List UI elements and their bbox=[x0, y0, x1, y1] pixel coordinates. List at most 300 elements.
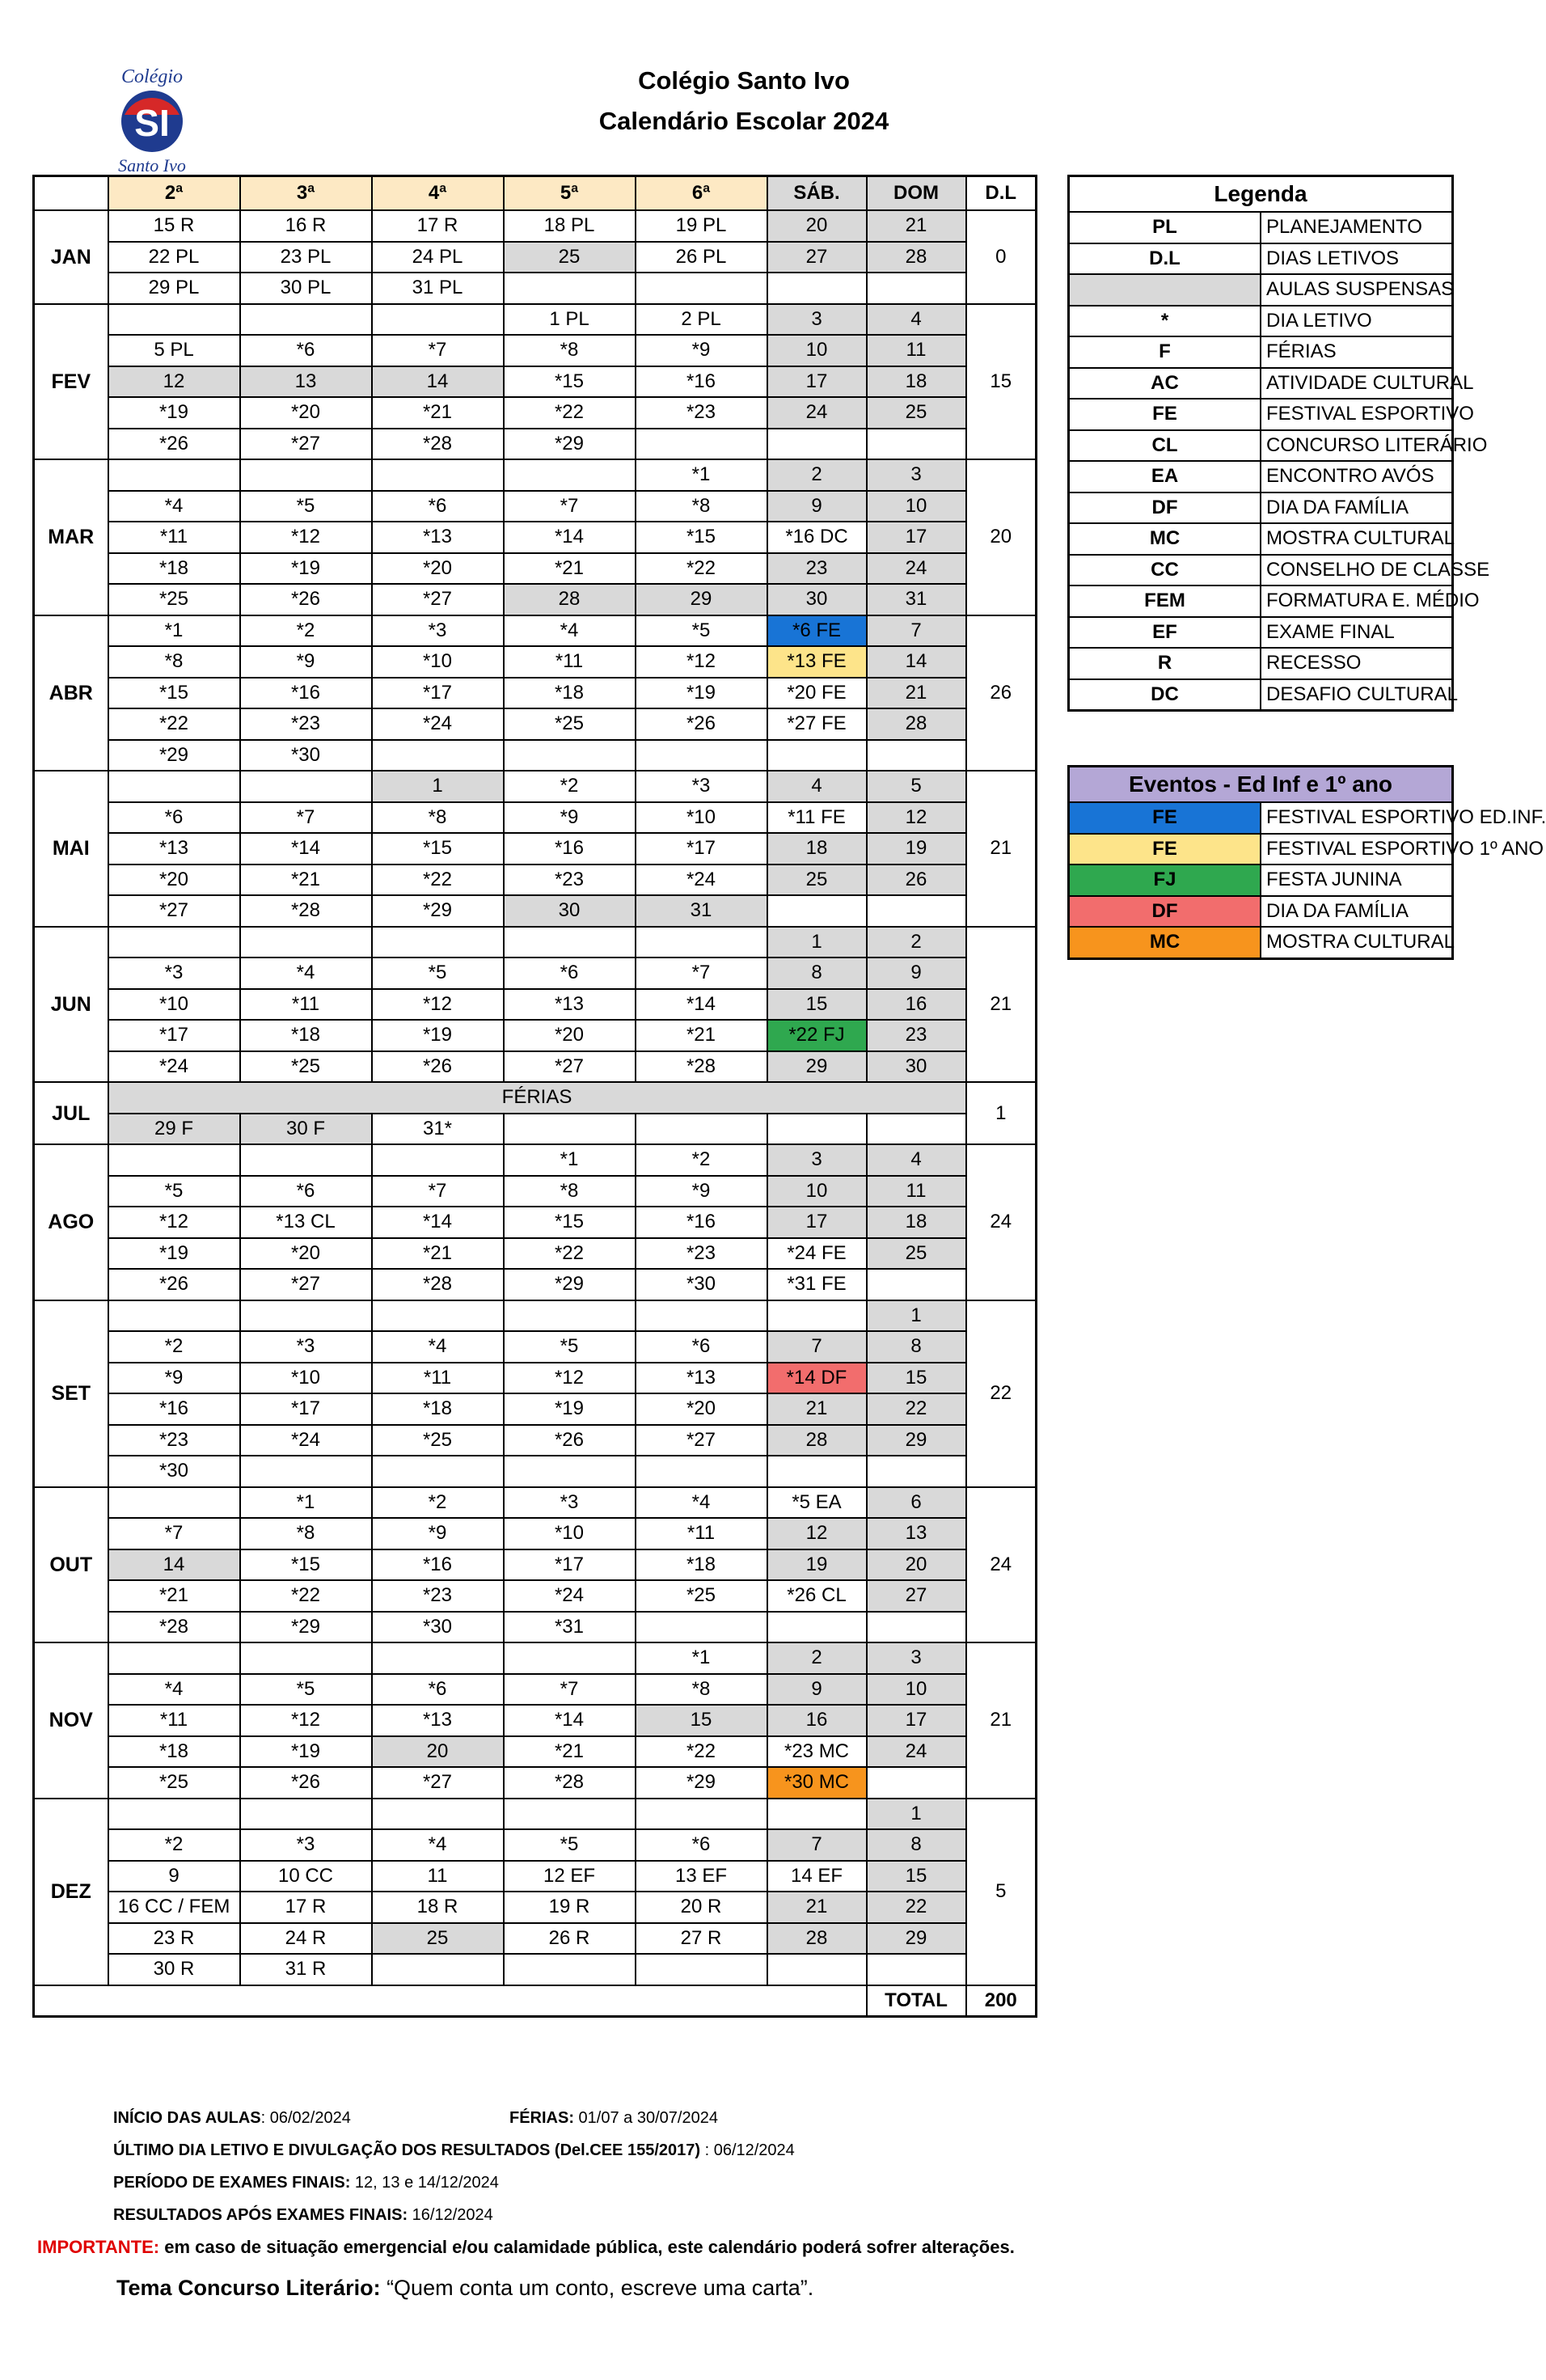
calendar-row bbox=[34, 1456, 1037, 1487]
day-cell: *20 bbox=[108, 864, 240, 896]
day-cell: *31 FE bbox=[767, 1269, 867, 1300]
day-cell: *7 bbox=[636, 957, 767, 989]
day-cell bbox=[636, 273, 767, 304]
day-cell: 26 R bbox=[504, 1923, 636, 1955]
school-days-count: 21 bbox=[966, 1642, 1037, 1799]
day-cell: *16 bbox=[636, 366, 767, 398]
day-cell: *6 bbox=[372, 1674, 504, 1706]
day-cell bbox=[372, 459, 504, 491]
legend-code: MC bbox=[1069, 523, 1261, 555]
day-cell: *20 bbox=[240, 1238, 372, 1270]
school-days-count: 26 bbox=[966, 615, 1037, 771]
day-cell: 23 bbox=[767, 553, 867, 585]
day-cell: *18 bbox=[636, 1549, 767, 1581]
day-cell: *9 bbox=[636, 1176, 767, 1207]
day-cell: *1 bbox=[240, 1487, 372, 1519]
day-cell bbox=[867, 1767, 966, 1799]
day-cell: *12 bbox=[240, 1705, 372, 1736]
calendar-row bbox=[34, 1300, 1037, 1332]
day-cell bbox=[108, 1642, 240, 1674]
day-cell: *17 bbox=[108, 1020, 240, 1051]
day-cell bbox=[108, 459, 240, 491]
day-cell: *1 bbox=[504, 1144, 636, 1176]
day-cell: 29 bbox=[867, 1923, 966, 1955]
day-cell: 13 bbox=[867, 1518, 966, 1549]
day-cell bbox=[767, 273, 867, 304]
day-cell: *26 bbox=[108, 1269, 240, 1300]
day-cell: 15 R bbox=[108, 210, 240, 242]
day-cell: 27 bbox=[767, 242, 867, 273]
logo-text-top: Colégio bbox=[121, 66, 183, 87]
day-cell bbox=[504, 1456, 636, 1487]
day-cell: *4 bbox=[240, 957, 372, 989]
day-cell bbox=[867, 1456, 966, 1487]
day-cell: 19 R bbox=[504, 1892, 636, 1923]
day-cell: *8 bbox=[108, 646, 240, 678]
calendar-row bbox=[34, 1238, 1037, 1270]
day-cell: *28 bbox=[240, 895, 372, 927]
month-label: ABR bbox=[34, 615, 108, 771]
events-code: FE bbox=[1069, 802, 1261, 834]
calendar-row bbox=[34, 615, 1037, 647]
day-cell bbox=[240, 304, 372, 336]
logo-mark: SI bbox=[134, 102, 170, 144]
legend-item bbox=[1069, 430, 1453, 462]
day-cell: *5 bbox=[372, 957, 504, 989]
day-cell: 1 bbox=[767, 927, 867, 958]
day-cell: *23 bbox=[372, 1580, 504, 1612]
note-importante: IMPORTANTE: em caso de situação emergencial e/ou calamidade pública, este calendário poderá sofrer alterações. bbox=[37, 2237, 1015, 2257]
day-cell: *23 bbox=[504, 864, 636, 896]
day-cell: 3 bbox=[867, 1642, 966, 1674]
calendar-row bbox=[34, 678, 1037, 709]
day-cell: *24 bbox=[504, 1580, 636, 1612]
day-cell: *15 bbox=[240, 1549, 372, 1581]
day-cell: *25 bbox=[504, 708, 636, 740]
day-cell: *13 bbox=[636, 1363, 767, 1394]
calendar-row bbox=[34, 1114, 1037, 1145]
day-cell: 11 bbox=[867, 1176, 966, 1207]
day-cell: 24 bbox=[867, 553, 966, 585]
calendar-row bbox=[34, 989, 1037, 1021]
day-cell: *19 bbox=[240, 553, 372, 585]
day-cell: 26 PL bbox=[636, 242, 767, 273]
calendar-row bbox=[34, 491, 1037, 522]
day-cell: *14 bbox=[636, 989, 767, 1021]
events-code: MC bbox=[1069, 927, 1261, 958]
day-cell: 6 bbox=[867, 1487, 966, 1519]
day-cell: *5 bbox=[504, 1829, 636, 1861]
day-cell: *8 bbox=[504, 335, 636, 366]
day-cell bbox=[108, 771, 240, 802]
day-cell: *11 bbox=[372, 1363, 504, 1394]
month-label: AGO bbox=[34, 1144, 108, 1300]
legend-description: AULAS SUSPENSAS bbox=[1261, 274, 1453, 306]
day-cell: *5 bbox=[240, 491, 372, 522]
events-description: FESTIVAL ESPORTIVO ED.INF. bbox=[1261, 802, 1453, 834]
day-cell: 14 bbox=[108, 1549, 240, 1581]
day-cell: 19 bbox=[867, 833, 966, 864]
legend-description: RECESSO bbox=[1261, 648, 1453, 679]
calendar-row bbox=[34, 1176, 1037, 1207]
day-cell bbox=[867, 1114, 966, 1145]
calendar-row bbox=[34, 1549, 1037, 1581]
day-cell: *29 bbox=[504, 1269, 636, 1300]
school-days-count: 24 bbox=[966, 1144, 1037, 1300]
day-cell: *18 bbox=[240, 1020, 372, 1051]
day-cell: *28 bbox=[372, 429, 504, 460]
day-cell: 20 bbox=[767, 210, 867, 242]
legend-description: PLANEJAMENTO bbox=[1261, 212, 1453, 243]
legend-code: PL bbox=[1069, 212, 1261, 243]
calendar-row bbox=[34, 1144, 1037, 1176]
day-cell: 27 R bbox=[636, 1923, 767, 1955]
page-title: Colégio Santo Ivo bbox=[638, 66, 850, 95]
day-cell: *28 bbox=[108, 1612, 240, 1643]
day-cell bbox=[372, 740, 504, 771]
events-item bbox=[1069, 896, 1453, 928]
day-cell: *14 bbox=[372, 1207, 504, 1238]
day-cell bbox=[372, 1642, 504, 1674]
day-cell: *24 FE bbox=[767, 1238, 867, 1270]
note-tema: Tema Concurso Literário: “Quem conta um conto, escreve uma carta”. bbox=[116, 2276, 814, 2300]
calendar-row bbox=[34, 1736, 1037, 1768]
col-header: DOM bbox=[867, 176, 966, 211]
day-cell: 23 PL bbox=[240, 242, 372, 273]
day-cell: *23 bbox=[636, 1238, 767, 1270]
day-cell: 10 bbox=[767, 1176, 867, 1207]
day-cell: *23 bbox=[108, 1425, 240, 1456]
day-cell bbox=[108, 1799, 240, 1830]
day-cell: *9 bbox=[504, 802, 636, 834]
day-cell: *9 bbox=[108, 1363, 240, 1394]
day-cell: *26 bbox=[108, 429, 240, 460]
day-cell: *24 bbox=[636, 864, 767, 896]
day-cell bbox=[767, 895, 867, 927]
day-cell: *22 bbox=[504, 397, 636, 429]
day-cell: 12 EF bbox=[504, 1861, 636, 1892]
calendar-row bbox=[34, 335, 1037, 366]
legend-item bbox=[1069, 274, 1453, 306]
day-cell bbox=[240, 1300, 372, 1332]
legend-description: ATIVIDADE CULTURAL bbox=[1261, 368, 1453, 399]
calendar-row bbox=[34, 1642, 1037, 1674]
calendar-table bbox=[32, 175, 1037, 2018]
day-cell: *21 bbox=[504, 553, 636, 585]
day-cell: *1 bbox=[636, 459, 767, 491]
day-cell: *28 bbox=[372, 1269, 504, 1300]
day-cell: *6 bbox=[108, 802, 240, 834]
day-cell: 30 bbox=[867, 1051, 966, 1083]
col-header: 6ª bbox=[636, 176, 767, 211]
legend-description: DIAS LETIVOS bbox=[1261, 243, 1453, 275]
day-cell: 21 bbox=[767, 1393, 867, 1425]
day-cell: 5 bbox=[867, 771, 966, 802]
calendar-row bbox=[34, 1393, 1037, 1425]
day-cell: 31* bbox=[372, 1114, 504, 1145]
day-cell: 31 bbox=[636, 895, 767, 927]
day-cell: *13 bbox=[372, 522, 504, 553]
day-cell bbox=[108, 1487, 240, 1519]
month-label: MAR bbox=[34, 459, 108, 615]
day-cell: 7 bbox=[767, 1829, 867, 1861]
legend-item bbox=[1069, 399, 1453, 430]
legend-code: AC bbox=[1069, 368, 1261, 399]
legend-code: F bbox=[1069, 336, 1261, 368]
day-cell bbox=[767, 429, 867, 460]
day-cell: *3 bbox=[372, 615, 504, 647]
day-cell: *27 bbox=[636, 1425, 767, 1456]
day-cell bbox=[867, 429, 966, 460]
calendar-row bbox=[34, 646, 1037, 678]
day-cell bbox=[767, 1799, 867, 1830]
day-cell: *2 bbox=[240, 615, 372, 647]
day-cell: *21 bbox=[636, 1020, 767, 1051]
legend-item bbox=[1069, 555, 1453, 586]
day-cell bbox=[867, 1612, 966, 1643]
month-label: OUT bbox=[34, 1487, 108, 1643]
day-cell: *6 bbox=[372, 491, 504, 522]
day-cell: 17 bbox=[867, 522, 966, 553]
day-cell: 21 bbox=[867, 678, 966, 709]
events-description: FESTA JUNINA bbox=[1261, 864, 1453, 896]
day-cell: *19 bbox=[504, 1393, 636, 1425]
day-cell bbox=[767, 1612, 867, 1643]
calendar-row bbox=[34, 771, 1037, 802]
day-cell: *10 bbox=[240, 1363, 372, 1394]
day-cell: *16 bbox=[636, 1207, 767, 1238]
day-cell: *30 bbox=[372, 1612, 504, 1643]
events-item bbox=[1069, 834, 1453, 865]
day-cell: *21 bbox=[372, 397, 504, 429]
day-cell bbox=[504, 1799, 636, 1830]
day-cell: 10 bbox=[767, 335, 867, 366]
calendar-row bbox=[34, 1861, 1037, 1892]
day-cell bbox=[867, 740, 966, 771]
legend-code: D.L bbox=[1069, 243, 1261, 275]
day-cell: 19 bbox=[767, 1549, 867, 1581]
total-spacer bbox=[34, 1985, 867, 2017]
day-cell: 25 bbox=[867, 1238, 966, 1270]
day-cell: *16 bbox=[504, 833, 636, 864]
events-table bbox=[1067, 765, 1546, 960]
day-cell: 30 PL bbox=[240, 273, 372, 304]
day-cell: *29 bbox=[240, 1612, 372, 1643]
day-cell: 16 CC / FEM bbox=[108, 1892, 240, 1923]
day-cell: *17 bbox=[372, 678, 504, 709]
day-cell bbox=[504, 459, 636, 491]
day-cell: 28 bbox=[767, 1923, 867, 1955]
calendar-row bbox=[34, 1425, 1037, 1456]
col-header: SÁB. bbox=[767, 176, 867, 211]
events-description: MOSTRA CULTURAL bbox=[1261, 927, 1453, 958]
day-cell: *26 bbox=[636, 708, 767, 740]
day-cell: *7 bbox=[504, 491, 636, 522]
events-code: FJ bbox=[1069, 864, 1261, 896]
day-cell bbox=[372, 1954, 504, 1985]
day-cell: 12 bbox=[867, 802, 966, 834]
day-cell: 26 bbox=[867, 864, 966, 896]
legend-item bbox=[1069, 492, 1453, 524]
legend-description: CONCURSO LITERÁRIO bbox=[1261, 430, 1453, 462]
day-cell: *7 bbox=[372, 1176, 504, 1207]
day-cell bbox=[636, 740, 767, 771]
legend-description: FESTIVAL ESPORTIVO bbox=[1261, 399, 1453, 430]
day-cell: 22 PL bbox=[108, 242, 240, 273]
day-cell: *11 bbox=[240, 989, 372, 1021]
events-title: Eventos - Ed Inf e 1º ano bbox=[1069, 767, 1453, 803]
day-cell: *12 bbox=[108, 1207, 240, 1238]
day-cell bbox=[240, 927, 372, 958]
day-cell: *23 bbox=[636, 397, 767, 429]
legend-item bbox=[1069, 243, 1453, 275]
day-cell: *16 DC bbox=[767, 522, 867, 553]
day-cell: *18 bbox=[108, 553, 240, 585]
school-days-count: 21 bbox=[966, 927, 1037, 1083]
school-days-count: 20 bbox=[966, 459, 1037, 615]
day-cell: *29 bbox=[504, 429, 636, 460]
day-cell: 1 bbox=[372, 771, 504, 802]
calendar-row bbox=[34, 1331, 1037, 1363]
day-cell: *13 bbox=[504, 989, 636, 1021]
events-description: FESTIVAL ESPORTIVO 1º ANO bbox=[1261, 834, 1453, 865]
calendar-row bbox=[34, 957, 1037, 989]
day-cell: 10 bbox=[867, 1674, 966, 1706]
day-cell: 18 bbox=[867, 1207, 966, 1238]
day-cell bbox=[504, 273, 636, 304]
day-cell: *2 bbox=[372, 1487, 504, 1519]
day-cell: *14 bbox=[504, 522, 636, 553]
day-cell: 20 bbox=[867, 1549, 966, 1581]
day-cell: 27 bbox=[867, 1580, 966, 1612]
day-cell: 5 PL bbox=[108, 335, 240, 366]
day-cell: 30 bbox=[767, 584, 867, 615]
day-cell: 29 F bbox=[108, 1114, 240, 1145]
events-code: DF bbox=[1069, 896, 1261, 928]
day-cell: *13 FE bbox=[767, 646, 867, 678]
day-cell: 7 bbox=[867, 615, 966, 647]
day-cell: 23 R bbox=[108, 1923, 240, 1955]
day-cell: 17 bbox=[767, 366, 867, 398]
month-label: MAI bbox=[34, 771, 108, 927]
legend-item bbox=[1069, 306, 1453, 337]
day-cell: 14 bbox=[867, 646, 966, 678]
day-cell: *25 bbox=[108, 584, 240, 615]
legend-description: CONSELHO DE CLASSE bbox=[1261, 555, 1453, 586]
school-days-count: 1 bbox=[966, 1082, 1037, 1144]
day-cell: *6 bbox=[240, 1176, 372, 1207]
day-cell: 10 CC bbox=[240, 1861, 372, 1892]
day-cell: 18 PL bbox=[504, 210, 636, 242]
calendar-row bbox=[34, 1892, 1037, 1923]
school-days-count: 15 bbox=[966, 304, 1037, 460]
day-cell: *18 bbox=[108, 1736, 240, 1768]
day-cell: *21 bbox=[240, 864, 372, 896]
day-cell: *19 bbox=[372, 1020, 504, 1051]
legend-code: EA bbox=[1069, 461, 1261, 492]
day-cell bbox=[636, 927, 767, 958]
day-cell: *27 FE bbox=[767, 708, 867, 740]
day-cell: 14 bbox=[372, 366, 504, 398]
calendar-row bbox=[34, 1207, 1037, 1238]
day-cell: 17 R bbox=[372, 210, 504, 242]
day-cell: 28 bbox=[867, 242, 966, 273]
note-resultados: RESULTADOS APÓS EXAMES FINAIS: 16/12/2024 bbox=[113, 2206, 493, 2224]
calendar-row bbox=[34, 1051, 1037, 1083]
day-cell: *20 bbox=[504, 1020, 636, 1051]
events-item bbox=[1069, 927, 1453, 958]
events-item bbox=[1069, 802, 1453, 834]
day-cell bbox=[636, 1612, 767, 1643]
day-cell: *8 bbox=[636, 1674, 767, 1706]
day-cell bbox=[767, 740, 867, 771]
month-label: FEV bbox=[34, 304, 108, 460]
day-cell: *28 bbox=[636, 1051, 767, 1083]
day-cell: 20 bbox=[372, 1736, 504, 1768]
day-cell: 29 bbox=[867, 1425, 966, 1456]
day-cell: 28 bbox=[767, 1425, 867, 1456]
corner-cell bbox=[34, 176, 108, 211]
calendar-row bbox=[34, 459, 1037, 491]
day-cell: *20 bbox=[240, 397, 372, 429]
day-cell: *25 bbox=[636, 1580, 767, 1612]
day-cell bbox=[372, 1300, 504, 1332]
day-cell bbox=[240, 771, 372, 802]
legend-table bbox=[1067, 175, 1490, 712]
col-header: 4ª bbox=[372, 176, 504, 211]
day-cell: 18 R bbox=[372, 1892, 504, 1923]
month-label: SET bbox=[34, 1300, 108, 1487]
day-cell: *2 bbox=[504, 771, 636, 802]
day-cell: *13 CL bbox=[240, 1207, 372, 1238]
day-cell: *4 bbox=[108, 491, 240, 522]
day-cell: 28 bbox=[504, 584, 636, 615]
day-cell: 28 bbox=[867, 708, 966, 740]
legend-description: MOSTRA CULTURAL bbox=[1261, 523, 1453, 555]
day-cell: 1 bbox=[867, 1799, 966, 1830]
legend-item bbox=[1069, 461, 1453, 492]
day-cell: *26 bbox=[240, 584, 372, 615]
day-cell: 21 bbox=[767, 1892, 867, 1923]
day-cell: *26 bbox=[240, 1767, 372, 1799]
day-cell: *8 bbox=[636, 491, 767, 522]
day-cell: *12 bbox=[240, 522, 372, 553]
calendar-row bbox=[34, 1674, 1037, 1706]
day-cell: *22 bbox=[504, 1238, 636, 1270]
day-cell: *5 bbox=[636, 615, 767, 647]
day-cell: 16 R bbox=[240, 210, 372, 242]
legend-item bbox=[1069, 368, 1453, 399]
day-cell: *28 bbox=[504, 1767, 636, 1799]
day-cell bbox=[504, 1954, 636, 1985]
day-cell bbox=[504, 1642, 636, 1674]
legend-item bbox=[1069, 679, 1453, 711]
day-cell: *9 bbox=[372, 1518, 504, 1549]
month-label: NOV bbox=[34, 1642, 108, 1799]
day-cell: *2 bbox=[108, 1331, 240, 1363]
legend-description: DIA DA FAMÍLIA bbox=[1261, 492, 1453, 524]
legend-item bbox=[1069, 617, 1453, 649]
day-cell: *11 bbox=[108, 522, 240, 553]
calendar-row bbox=[34, 304, 1037, 336]
day-cell: 25 bbox=[867, 397, 966, 429]
calendar-row bbox=[34, 1363, 1037, 1394]
day-cell: *8 bbox=[372, 802, 504, 834]
day-cell: *22 bbox=[108, 708, 240, 740]
day-cell bbox=[108, 927, 240, 958]
day-cell: *3 bbox=[108, 957, 240, 989]
day-cell bbox=[240, 1144, 372, 1176]
